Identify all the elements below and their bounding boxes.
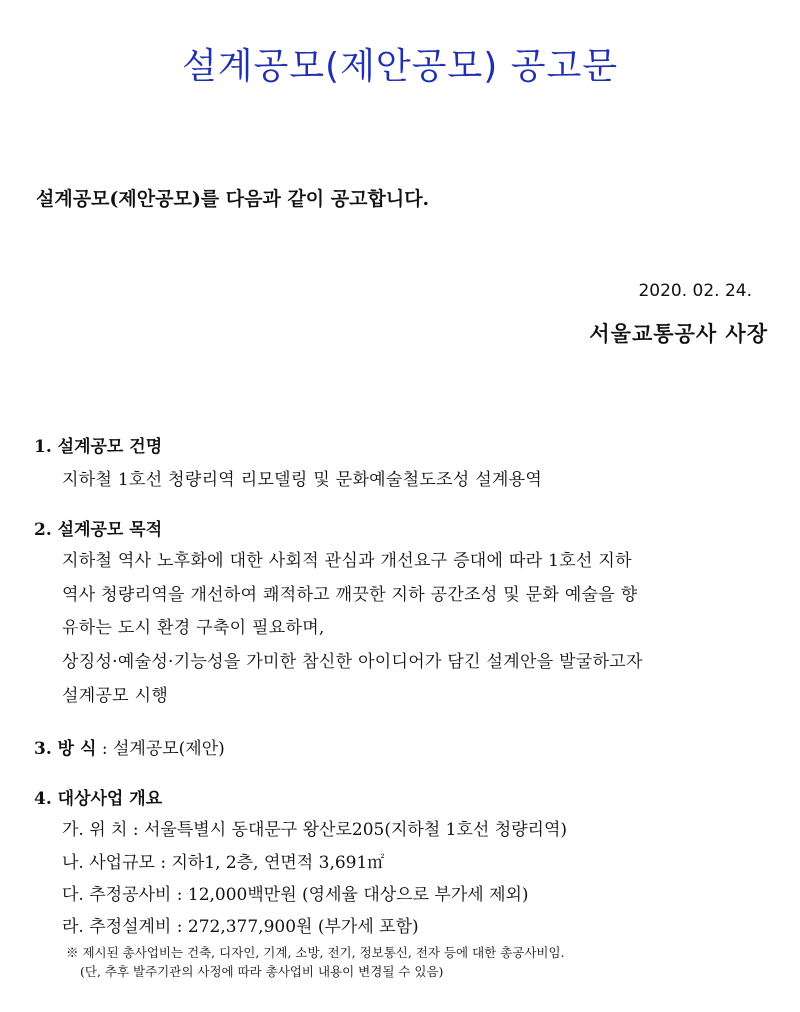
section-2-line: 설계공모 시행 bbox=[62, 686, 169, 706]
section-2-line: 상징성·예술성·기능성을 가미한 참신한 아이디어가 담긴 설계안을 발굴하고자 bbox=[62, 652, 643, 672]
intro-text: 설계공모(제안공모)를 다음과 같이 공고합니다. bbox=[36, 188, 430, 210]
section-3-heading: 3. 방 식 bbox=[34, 739, 97, 759]
section-4-heading: 4. 대상사업 개요 bbox=[34, 789, 163, 809]
footnote: ※ 제시된 총사업비는 건축, 디자인, 기계, 소방, 전기, 정보통신, 전자 등에 대한 총공사비임. bbox=[66, 945, 565, 960]
section-2-line: 유하는 도시 환경 구축이 필요하며, bbox=[62, 618, 325, 638]
footnote: (단, 추후 발주기관의 사정에 따라 총사업비 내용이 변경될 수 있음) bbox=[80, 964, 444, 979]
announcement-date: 2020. 02. 24. bbox=[638, 281, 752, 301]
section-2-line: 역사 청량리역을 개선하여 쾌적하고 깨끗한 지하 공간조성 및 문화 예술을 향 bbox=[62, 585, 638, 605]
section-1-heading: 1. 설계공모 건명 bbox=[34, 437, 163, 457]
estimated-construction-cost: 다. 추정공사비 : 12,000백만원 (영세율 대상으로 부가세 제외) bbox=[62, 885, 529, 905]
section-2-line: 지하철 역사 노후화에 대한 사회적 관심과 개선요구 증대에 따라 1호선 지하 bbox=[62, 551, 632, 571]
issuing-organization: 서울교통공사 사장 bbox=[589, 321, 768, 346]
section-3 bbox=[34, 734, 225, 759]
project-scale: 나. 사업규모 : 지하1, 2층, 연면적 3,691㎡ bbox=[62, 853, 385, 873]
document-title: 설계공모(제안공모) 공고문 bbox=[181, 46, 619, 87]
section-2-heading: 2. 설계공모 목적 bbox=[34, 520, 163, 540]
project-location: 가. 위 치 : 서울특별시 동대문구 왕산로205(지하철 1호선 청량리역) bbox=[62, 820, 568, 840]
estimated-design-fee: 라. 추정설계비 : 272,377,900원 (부가세 포함) bbox=[62, 917, 419, 937]
section-3-text: : 설계공모(제안) bbox=[96, 739, 225, 759]
section-1-text: 지하철 1호선 청량리역 리모델링 및 문화예술철도조성 설계용역 bbox=[62, 470, 543, 490]
